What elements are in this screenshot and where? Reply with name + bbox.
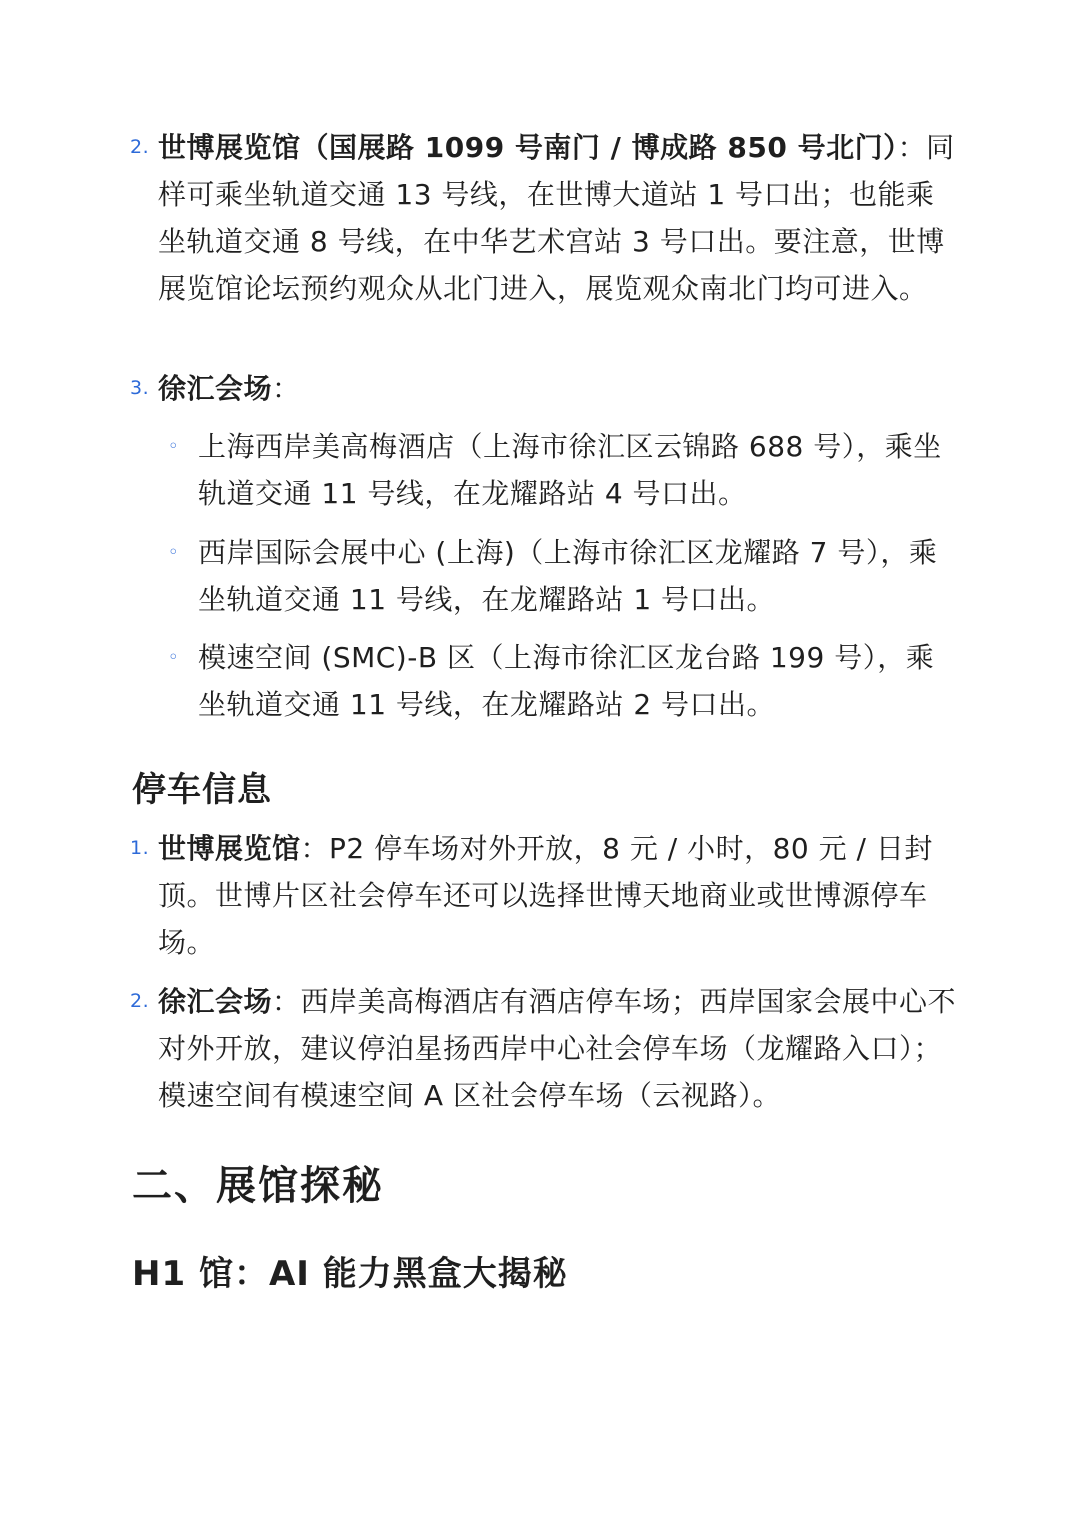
list-number: 2.	[130, 136, 150, 158]
list-item-expo-hall-transit	[130, 124, 958, 312]
list-item-title: 徐汇会场	[158, 372, 273, 405]
list-item-xuhui-venue	[130, 365, 958, 412]
list-item-text: P2 停车场对外开放，8 元 / 小时，80 元 / 日封顶。世博片区社会停车还可以选择世博天地商业或世博源停车场。	[158, 832, 933, 959]
bullet-icon: ◦	[168, 436, 180, 457]
sub-list-item-smc	[168, 634, 958, 728]
list-item-colon: ：	[897, 131, 927, 164]
parking-heading: 停车信息	[132, 770, 272, 810]
list-number: 3.	[130, 377, 150, 399]
section-heading: 二、展馆探秘	[132, 1163, 384, 1209]
list-item-colon: ：	[300, 832, 330, 865]
list-item-title: 世博展览馆	[158, 832, 301, 865]
list-item-parking-xuhui	[130, 978, 958, 1119]
list-item-parking-expo	[130, 825, 958, 966]
list-item-title: 徐汇会场	[158, 985, 273, 1018]
hall-subheading: H1 馆：AI 能力黑盒大揭秘	[132, 1254, 568, 1294]
bullet-icon: ◦	[168, 647, 180, 668]
list-item-text: 西岸美高梅酒店有酒店停车场；西岸国家会展中心不对外开放，建议停泊星扬西岸中心社会停车场（龙耀路入口）；模速空间有模速空间 A 区社会停车场（云视路）。	[158, 985, 957, 1112]
list-item-text: 同样可乘坐轨道交通 13 号线，在世博大道站 1 号口出；也能乘坐轨道交通 8 号线，在中华艺术宫站 3 号口出。要注意，世博展览馆论坛预约观众从北门进入，展览观众南北门均可进入。	[158, 131, 955, 305]
list-item-title: 世博展览馆（国展路 1099 号南门 / 博成路 850 号北门）	[158, 131, 898, 164]
sub-list-item-mgm-hotel	[168, 423, 958, 517]
list-item-colon: ：	[272, 372, 301, 405]
list-number: 2.	[130, 990, 150, 1012]
sub-list-item-text: 上海西岸美高梅酒店（上海市徐汇区云锦路 688 号），乘坐轨道交通 11 号线，在龙耀路站 4 号口出。	[198, 430, 942, 510]
list-item-colon: ：	[272, 985, 301, 1018]
list-number: 1.	[130, 837, 150, 859]
sub-list-item-text: 模速空间 (SMC)-B 区（上海市徐汇区龙台路 199 号），乘坐轨道交通 11 号线，在龙耀路站 2 号口出。	[198, 641, 935, 721]
bullet-icon: ◦	[168, 542, 180, 563]
sub-list-item-text: 西岸国际会展中心 (上海)（上海市徐汇区龙耀路 7 号），乘坐轨道交通 11 号线，在龙耀路站 1 号口出。	[198, 536, 938, 616]
sub-list-item-westbund-expo	[168, 529, 958, 623]
